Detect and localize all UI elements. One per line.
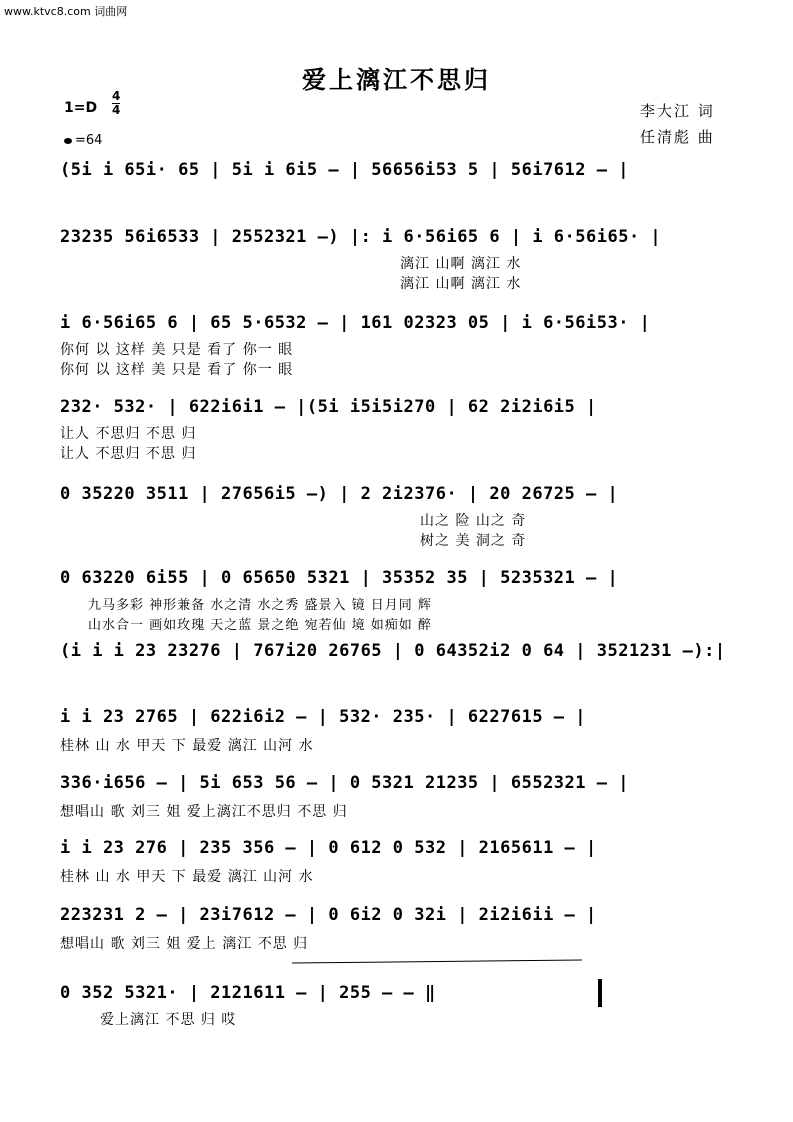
lyric-row-3-verse-1: 你何 以 这样 美 只是 看了 你一 眼	[60, 342, 294, 358]
score-row-11	[60, 905, 731, 952]
notation-row-3: i 6·56i65 6 | 65 5·6532 – | 161 02323 05 | i 6·56i53· |	[60, 313, 651, 333]
notation-row-11: 223231 2 – | 23i7612 – | 0 6i2 0 32i | 2i2i6ii – |	[60, 905, 597, 925]
tempo-marking	[64, 133, 102, 148]
lyric-row-5-verse-2: 树之 美 洞之 奇	[420, 533, 527, 549]
crescendo-line	[292, 959, 582, 963]
lyric-row-3-verse-2: 你何 以 这样 美 只是 看了 你一 眼	[60, 362, 294, 378]
notation-row-4: 232· 532· | 622i6i1 – |(5i i5i5i270 | 62 2i2i6i5 |	[60, 397, 597, 417]
key-signature: 1=D	[64, 100, 98, 116]
lyric-row-10: 桂林 山 水 甲天 下 最爱 漓江 山河 水	[60, 869, 314, 885]
notation-row-8: i i 23 2765 | 622i6i2 – | 532· 235· | 6227615 – |	[60, 707, 587, 727]
score-row-12	[60, 983, 731, 1028]
notation-row-5: 0 35220 3511 | 27656i5 –) | 2 2i2376· | 20 26725 – |	[60, 484, 619, 504]
lyric-row-12: 爱上漓江 不思 归 哎	[100, 1012, 237, 1028]
lyric-row-6-verse-1: 九马多彩 神形兼备 水之清 水之秀 盛景入 镜 日月同 辉	[88, 598, 432, 613]
lyric-row-5-verse-1: 山之 险 山之 奇	[420, 513, 527, 529]
lyric-row-4-verse-1: 让人 不思归 不思 归	[60, 426, 197, 442]
lyric-row-6-verse-2: 山水合一 画如玫瑰 天之蓝 景之绝 宛若仙 境 如痴如 醉	[88, 618, 432, 633]
final-barline	[598, 979, 602, 1007]
lyricist-credit: 李大江 词	[640, 102, 715, 120]
notation-row-6: 0 63220 6i55 | 0 65650 5321 | 35352 35 | 5235321 – |	[60, 568, 619, 588]
song-title: 爱上漓江不思归	[302, 65, 491, 94]
notation-row-10: i i 23 276 | 235 356 – | 0 612 0 532 | 2165611 – |	[60, 838, 597, 858]
score-row-2	[60, 227, 731, 292]
score-row-5	[60, 484, 731, 549]
score-row-7	[60, 641, 731, 665]
time-signature-top: 4	[112, 89, 121, 103]
time-signature	[112, 90, 120, 117]
score-row-8	[60, 707, 731, 754]
lyric-row-2-verse-2: 漓江 山啊 漓江 水	[400, 276, 522, 292]
composer-credit: 任清彪 曲	[640, 128, 715, 146]
lyric-row-4-verse-2: 让人 不思归 不思 归	[60, 446, 197, 462]
notation-row-1: (5i i 65i· 65 | 5i i 6i5 – | 56656i53 5 | 56i7612 – |	[60, 160, 629, 180]
time-signature-bottom: 4	[112, 103, 121, 117]
score-row-3	[60, 313, 731, 378]
score-row-10	[60, 838, 731, 885]
score-row-6	[60, 568, 731, 633]
score-row-9	[60, 773, 731, 820]
notation-row-12: 0 352 5321· | 2121611 – | 255 – – ‖	[60, 983, 436, 1003]
notation-row-2: 23235 56i6533 | 2552321 –) |: i 6·56i65 6 | i 6·56i65· |	[60, 227, 662, 247]
quarter-note-icon	[64, 138, 72, 144]
lyric-row-2-verse-1: 漓江 山啊 漓江 水	[400, 256, 522, 272]
watermark: www.ktvc8.com 词曲网	[4, 5, 128, 18]
score-row-4	[60, 397, 731, 462]
lyric-row-8: 桂林 山 水 甲天 下 最爱 漓江 山河 水	[60, 738, 314, 754]
notation-row-7: (i i i 23 23276 | 767i20 26765 | 0 64352i2 0 64 | 3521231 –):|	[60, 641, 726, 661]
lyric-row-11: 想唱山 歌 刘三 姐 爱上 漓江 不思 归	[60, 936, 309, 952]
score-row-1	[60, 160, 731, 184]
notation-row-9: 336·i656 – | 5i 653 56 – | 0 5321 21235 | 6552321 – |	[60, 773, 629, 793]
tempo-value: =64	[75, 133, 103, 148]
lyric-row-9: 想唱山 歌 刘三 姐 爱上漓江不思归 不思 归	[60, 804, 348, 820]
